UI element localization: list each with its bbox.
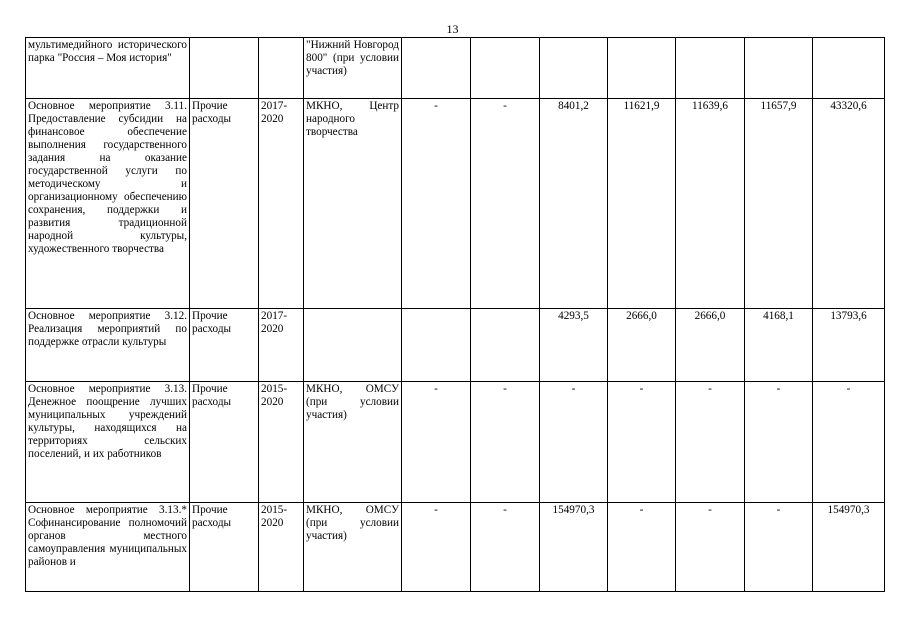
period-cell: 2017-2020 xyxy=(259,309,304,382)
responsible-cell: МКНО, Центр народного творчества xyxy=(304,99,402,309)
responsible-cell: "Нижний Новгород 800" (при условии участия) xyxy=(304,38,402,99)
period-cell: 2017-2020 xyxy=(259,99,304,309)
activity-name-cell: Основное мероприятие 3.11. Предоставление субсидии на финансовое обеспечение выполнения государственного задания на оказание государственной услуги по методическому и организационному обеспечению сохранения, поддержки и развития традиционной народной культуры, художественного творчества xyxy=(26,99,190,309)
page-number: 13 xyxy=(446,22,459,36)
activity-name-cell: Основное мероприятие 3.13. Денежное поощрение лучших муниципальных учреждений культуры, находящихся на территориях сельских поселений, и их работников xyxy=(26,382,190,503)
value-cell: - xyxy=(402,503,471,592)
value-cell: - xyxy=(540,382,608,503)
responsible-cell: МКНО, ОМСУ (при условии участия) xyxy=(304,503,402,592)
program-table xyxy=(25,37,885,592)
value-cell: - xyxy=(402,99,471,309)
table-row xyxy=(26,309,885,382)
activity-name-cell: мультимедийного исторического парка "Россия – Моя история" xyxy=(26,38,190,99)
value-cell: - xyxy=(676,503,745,592)
table-row xyxy=(26,382,885,503)
value-cell: 154970,3 xyxy=(540,503,608,592)
expense-type-cell xyxy=(190,38,259,99)
value-cell xyxy=(540,38,608,99)
expense-type-cell: Прочие расходы xyxy=(190,309,259,382)
activity-name-cell: Основное мероприятие 3.12. Реализация мероприятий по поддержке отрасли культуры xyxy=(26,309,190,382)
responsible-cell xyxy=(304,309,402,382)
expense-type-cell: Прочие расходы xyxy=(190,382,259,503)
value-cell: - xyxy=(471,503,540,592)
responsible-cell: МКНО, ОМСУ (при условии участия) xyxy=(304,382,402,503)
activity-name-cell: Основное мероприятие 3.13.* Софинансирование полномочий органов местного самоуправления муниципальных районов и xyxy=(26,503,190,592)
value-cell xyxy=(608,38,676,99)
total-cell: - xyxy=(813,382,885,503)
value-cell xyxy=(745,38,813,99)
total-cell: 154970,3 xyxy=(813,503,885,592)
value-cell: - xyxy=(608,503,676,592)
table-row xyxy=(26,99,885,309)
value-cell: - xyxy=(471,99,540,309)
value-cell: 2666,0 xyxy=(608,309,676,382)
value-cell: 11657,9 xyxy=(745,99,813,309)
value-cell: - xyxy=(745,382,813,503)
value-cell xyxy=(402,309,471,382)
table-row xyxy=(26,38,885,99)
value-cell xyxy=(676,38,745,99)
value-cell: - xyxy=(608,382,676,503)
total-cell: 13793,6 xyxy=(813,309,885,382)
value-cell: 11621,9 xyxy=(608,99,676,309)
expense-type-cell: Прочие расходы xyxy=(190,503,259,592)
value-cell: - xyxy=(402,382,471,503)
total-cell: 43320,6 xyxy=(813,99,885,309)
value-cell: 4168,1 xyxy=(745,309,813,382)
value-cell: - xyxy=(471,382,540,503)
value-cell: 8401,2 xyxy=(540,99,608,309)
period-cell: 2015-2020 xyxy=(259,503,304,592)
value-cell xyxy=(402,38,471,99)
value-cell: 2666,0 xyxy=(676,309,745,382)
total-cell xyxy=(813,38,885,99)
value-cell xyxy=(471,38,540,99)
period-cell: 2015-2020 xyxy=(259,382,304,503)
expense-type-cell: Прочие расходы xyxy=(190,99,259,309)
value-cell: - xyxy=(745,503,813,592)
value-cell: 11639,6 xyxy=(676,99,745,309)
value-cell xyxy=(471,309,540,382)
value-cell: 4293,5 xyxy=(540,309,608,382)
value-cell: - xyxy=(676,382,745,503)
table-row xyxy=(26,503,885,592)
period-cell xyxy=(259,38,304,99)
